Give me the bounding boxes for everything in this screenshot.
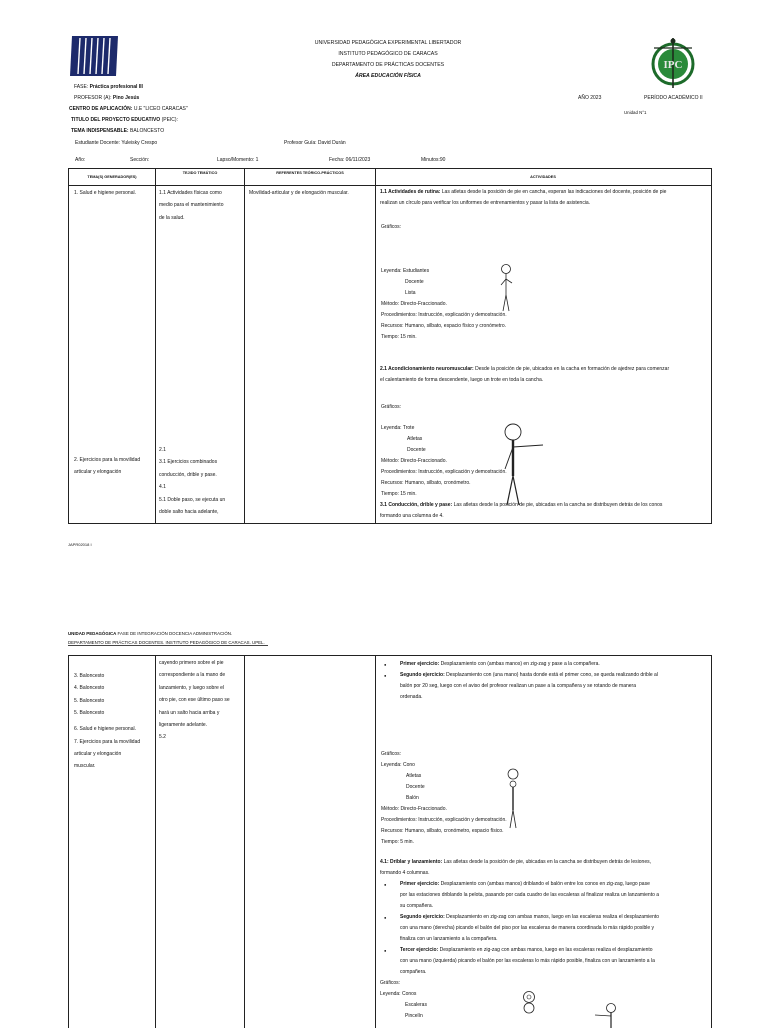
actividad-3: 3.1 Conducción, drible y pase: Las atletas desde la posición de pie, ubicadas en la cancha se distribuyen detrás de los conos formando una columna de 4.: [380, 502, 663, 519]
footer-code: JAPR02018 I: [68, 542, 92, 547]
ano-field: Año:: [75, 157, 86, 163]
upel-logo: [68, 34, 120, 78]
year-label: AÑO 2023: [578, 95, 602, 101]
periodo-label: PERÍODO ACADÉMICO II: [644, 95, 703, 101]
minutos-field: Minutos:90: [421, 157, 446, 163]
header-tejido: TEJIDO TEMÁTICO: [182, 171, 218, 175]
page2-header-2: DEPARTAMENTO DE PRÁCTICAS DOCENTES. INSTITUTO PEDAGÓGICO DE CARACAS. UPEL.: [68, 640, 268, 646]
estudiante-line: Estudiante Docente: Yuleisky Crespo: [75, 140, 158, 146]
ipc-logo: [648, 36, 698, 90]
university-name: UNIVERSIDAD PEDAGÓGICA EXPERIMENTAL LIBERTADOR: [314, 40, 462, 46]
tema-list-page2: 3. Baloncesto 4. Baloncesto 5. Baloncesto 5. Baloncesto 6. Salud e higiene personal. 7. Ejercicios para la movilidad articular y elongación muscular.: [74, 673, 141, 770]
ball-icon: [521, 990, 537, 1016]
actividad-2: 2.1 Acondicionamiento neuromuscular: Desde la posición de pie, ubicados en la cacha en formación de ajedrez para comenzar el calentamiento de forma descendente, luego un trote en toda la cancha.: [380, 366, 670, 383]
seccion-field: Sección:: [130, 157, 150, 163]
stick-figure-page2: [506, 768, 520, 830]
planning-table-page1: [68, 168, 712, 524]
department-name: DEPARTAMENTO DE PRÁCTICAS DOCENTES: [331, 62, 445, 68]
centro-line: CENTRO DE APLICACIÓN: U.E "LICEO CARACAS": [69, 106, 188, 112]
actividad-4: 4.1: Driblar y lanzamiento: Las atletas desde la posición de pie, ubicadas en la cancha se distribuyen detrás de lesiones, formando 4 columnas. ● Primer ejercicio: Desplazamiento con (ambas manos) driblando el balón entre los conos en zig-zag, luego pase por las estaciones driblando la pelota, pasando por cada cuadro de las escaleras al finalizar realiza un lanzamiento a su compañera. ● Segundo ejercicio: Desplazamiento en zig-zag con ambas manos, luego en las escaleras realiza el desplazamiento con una mano (derecha) picando el balón del piso por las escaleras de manera coordinada lo más rápido posible y finaliza con un lanzamiento a la compañera. ● Tercer ejercicio: Desplazamiento en zig-zag con ambas manos, luego en las escaleras realiza el desplazamiento con una mano (izquierda) picando el balón por las escaleras lo más rápido posible, finaliza con un lanzamiento a la compañera. Gráficos: Leyenda: Conos Escaleras Pincelín: [380, 857, 708, 1022]
stick-figure-coach: [593, 1002, 623, 1028]
header-actividades: ACTIVIDADES: [530, 175, 556, 179]
area-name: ÁREA EDUCACIÓN FÍSICA: [355, 73, 421, 79]
tejido-page2: cayendo primero sobre el pie correspondiente a la mano de lanzamiento, y luego sobre el otro pie, con ese último paso se hará un salto hacia arriba y ligeramente adelante. 5.2: [159, 660, 230, 741]
stick-figure-trote: [501, 421, 547, 507]
graficos-label-2: Gráficos:: [381, 404, 402, 410]
graficos-label-1: Gráficos:: [381, 224, 402, 230]
actividad-1: 1.1 Actividades de rutina: Las atletas desde la posición de pie en cancha, esperan las indicaciones del docente, posición de pie realizan un círculo para verificar los uniformes de entrenamientos y pasar la lista de asistencia.: [380, 189, 667, 206]
fecha-field: Fecha: 06/11/2023: [329, 157, 371, 163]
guia-line: Profesor Guía: David Durán: [284, 140, 346, 146]
header-referentes: REFERENTES TEÓRICO-PRÁCTICOS: [276, 171, 344, 175]
institute-name: INSTITUTO PEDAGÓGICO DE CARACAS: [338, 51, 438, 57]
header-tema: TEMA(S) GENERADOR(ES): [87, 175, 137, 179]
lapso-field: Lapso/Momento: 1: [217, 157, 259, 163]
leyenda-block-page2: Gráficos: Leyenda: Cono Atletas Docente Balón Método: Directo-Fraccionado. Procedimientos: Instrucción, explicación y demostración. Recursos: Humano, silbato, cronómetro, espacio físico. Tiempo: 5 min.: [381, 751, 507, 845]
planning-table-page2: [68, 655, 712, 1028]
logo-text: IPC: [663, 59, 683, 71]
stick-figure-docente: [499, 263, 513, 313]
page2-header-1: UNIDAD PEDAGÓGICA FASE DE INTEGRACIÓN DOCENCIA ADMINISTRACIÓN.: [68, 631, 233, 636]
referentes-text: Movilidad-articular y de elongación muscular.: [249, 190, 349, 196]
fase-line: FASE: Práctica profesional III: [74, 84, 143, 90]
unidad-label: Unidad N°1: [624, 110, 647, 115]
profesor-line: PROFESOR (A): Pino Jesús: [74, 95, 140, 101]
leyenda-block-2: Leyenda: Trote Atletas Docente Método: Directo-Fraccionado. Procedimientos: Instrucción, explicación y demostración. Recursos: Humano, silbato, cronómetro. Tiempo: 15 min.: [381, 425, 507, 497]
titulo-line: TITULO DEL PROYECTO EDUCATIVO (PEIC):: [71, 117, 178, 123]
ejercicios-block-1: ● Primer ejercicio: Desplazamiento con (ambas manos) en zig-zag y pase a la compañera. ● Segundo ejercicio: Desplazamiento con (una mano) hasta donde está el primer cono, se queda realizando drible al balón por 20 seg, luego con el aviso del profesor realizan un pase a la compañera y se rotando de manera ordenada.: [380, 659, 708, 703]
leyenda-block-1: Leyenda: Estudiantes Docente Lista Método: Directo-Fraccionado. Procedimientos: Instrucción, explicación y demostración. Recursos: Humano, silbato, espacio físico y cronómetro. Tiempo: 15 min.: [381, 268, 507, 340]
tejido-block-1: 1.1 Actividades físicas como medio para el mantenimiento de la salud.: [159, 190, 224, 221]
tejido-block-2: 2.1 3.1 Ejercicios combinados conducción, drible y pase. 4.1 5.1 Doble paso, se ejecuta un doble salto hacia adelante,: [159, 447, 226, 515]
tema-item-1: 1. Salud e higiene personal.: [74, 190, 136, 196]
tema-item-2: 2. Ejercicios para la movilidad articular y elongación: [74, 457, 141, 476]
tema-line: TEMA INDISPENSABLE: BALONCESTO: [71, 128, 165, 134]
